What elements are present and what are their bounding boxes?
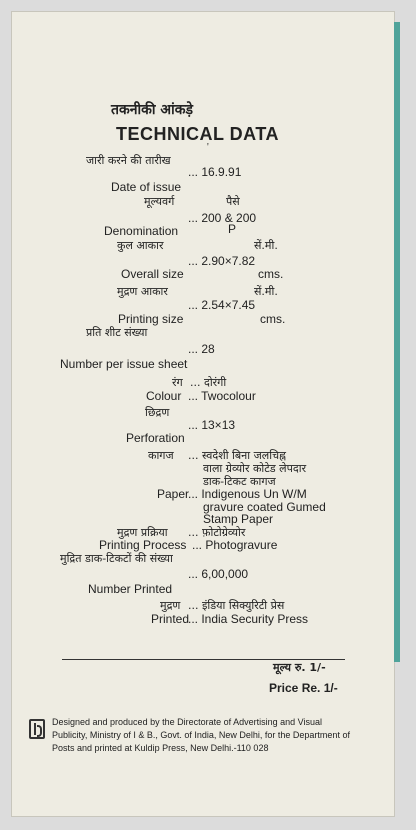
printing-process-label-hindi: मुद्रण प्रक्रिया bbox=[117, 526, 168, 539]
page-title: TECHNICAL DATA bbox=[116, 124, 279, 144]
per-sheet-value: ... 28 bbox=[188, 342, 215, 356]
printing-size-value: ... 2.54×7.45 bbox=[188, 298, 256, 312]
printing-size-unit: cms. bbox=[260, 312, 286, 326]
perforation-label-hindi: छिद्रण bbox=[145, 406, 170, 419]
dav-logo-icon bbox=[29, 719, 45, 739]
overall-size-label-hindi: कुल आकार bbox=[117, 239, 164, 252]
overall-size-unit-hindi: सें.मी. bbox=[254, 239, 278, 252]
paper-value-hindi-line-3: डाक-टिकट कागज bbox=[203, 475, 276, 488]
per-sheet-label: Number per issue sheet bbox=[60, 357, 188, 371]
paper-value-hindi-line-1: ... स्वदेशी बिना जलचिह्न bbox=[188, 449, 286, 462]
per-sheet-label-hindi: प्रति शीट संख्या bbox=[86, 326, 148, 339]
tick-mark: ' bbox=[207, 142, 209, 153]
denomination-unit: P bbox=[228, 222, 237, 236]
overall-size-value: ... 2.90×7.82 bbox=[188, 254, 256, 268]
colour-value-hindi: ... दोरंगी bbox=[190, 376, 227, 389]
printed-label: Printed bbox=[151, 612, 190, 626]
date-of-issue-label-hindi: जारी करने की तारीख bbox=[86, 154, 171, 167]
printing-size-label-hindi: मुद्रण आकार bbox=[117, 285, 168, 298]
paper-value-line-3: Stamp Paper bbox=[203, 512, 274, 526]
date-of-issue-label: Date of issue bbox=[111, 180, 182, 194]
printing-size-label: Printing size bbox=[118, 312, 184, 326]
overall-size-unit: cms. bbox=[258, 267, 284, 281]
overall-size-label: Overall size bbox=[121, 267, 184, 281]
perforation-label: Perforation bbox=[126, 431, 185, 445]
colour-label: Colour bbox=[146, 389, 182, 403]
colour-value: ... Twocolour bbox=[188, 389, 256, 403]
denomination-label-hindi: मूल्यवर्ग bbox=[144, 195, 175, 208]
perforation-value: ... 13×13 bbox=[188, 418, 236, 432]
printed-value-hindi: ... इंडिया सिक्युरिटी प्रेस bbox=[188, 599, 285, 612]
printed-label-hindi: मुद्रण bbox=[160, 599, 181, 612]
number-printed-value: ... 6,00,000 bbox=[188, 567, 249, 581]
price-hindi: मूल्य रु. 1/- bbox=[273, 661, 326, 674]
paper-value-line-2: gravure coated Gumed bbox=[203, 500, 326, 514]
printing-size-unit-hindi: सें.मी. bbox=[254, 285, 278, 298]
colour-label-hindi: रंग bbox=[172, 376, 183, 389]
number-printed-label: Number Printed bbox=[88, 582, 173, 596]
credit-text: Designed and produced by the Directorate of Advertising and Visual Publicity, Ministry of I & B., Govt. of India, New Delhi, for the Department of Posts and printed at Kuldip Press, New Delhi.-110 028 bbox=[52, 717, 350, 753]
sheet-edge-strip bbox=[394, 22, 400, 662]
number-printed-label-hindi: मुद्रित डाक-टिकटों की संख्या bbox=[60, 552, 173, 565]
denomination-unit-hindi: पैसे bbox=[226, 195, 240, 208]
title-hindi: तकनीकी आंकड़े bbox=[111, 102, 193, 118]
printing-process-value: ... Photogravure bbox=[192, 538, 278, 552]
denomination-label: Denomination bbox=[104, 224, 179, 238]
paper-label-hindi: कागज bbox=[148, 449, 174, 462]
denomination-value: ... 200 & 200 bbox=[188, 211, 257, 225]
paper-label: Paper bbox=[157, 487, 190, 501]
printing-process-label: Printing Process bbox=[99, 538, 187, 552]
printed-value: ... India Security Press bbox=[188, 612, 309, 626]
paper-value-line-1: ... Indigenous Un W/M bbox=[188, 487, 307, 501]
price: Price Re. 1/- bbox=[269, 681, 338, 695]
date-of-issue-value: ... 16.9.91 bbox=[188, 165, 242, 179]
paper-value-hindi-line-2: वाला ग्रेव्योर कोटेड लेपदार bbox=[203, 462, 307, 475]
printing-process-value-hindi: ... फ़ोटोग्रेव्योर bbox=[188, 526, 246, 539]
